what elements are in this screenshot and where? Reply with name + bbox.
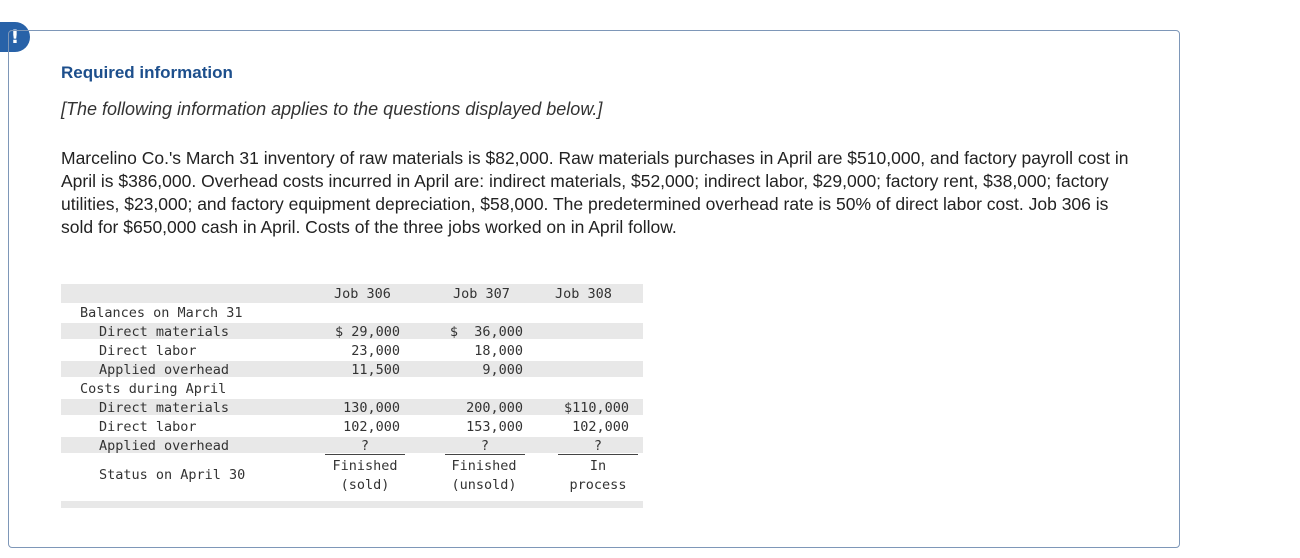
total-underline [325, 454, 405, 455]
section-label-costs: Costs during April [80, 381, 227, 397]
cell-value: $110,000 [563, 400, 629, 416]
status-line: process [569, 477, 627, 493]
problem-paragraph: Marcelino Co.'s March 31 inventory of raw materials is $82,000. Raw materials purchases in April are $510,000, and factory payroll cost in April is $386,000. Overhead costs incurred in April are: indirect materials, $52,000; indirect labor, $29,000; factory rent, $38,000; factory utilities, $23,000; and factory equipment depreciation, $58,000. The predetermined overhead rate is 50% of direct labor cost. Job 306 is sold for $650,000 cash in April. Costs of the three jobs worked on in April follow. [61, 148, 1129, 237]
cell-value: 9,000 [482, 362, 523, 378]
cell-value: 102,000 [343, 419, 400, 435]
cell-value: ? [480, 438, 490, 454]
cell-value: 11,500 [351, 362, 400, 378]
status-line: Finished [332, 458, 398, 474]
row-label: Direct labor [99, 343, 197, 359]
cell-value: $ 29,000 [334, 324, 400, 340]
cell-value: $ 36,000 [449, 324, 523, 340]
column-header-job-306: Job 306 [334, 286, 391, 302]
cell-value: 23,000 [351, 343, 400, 359]
info-subheading: [The following information applies to the questions displayed below.] [61, 99, 603, 119]
status-line: Finished [451, 458, 517, 474]
section-label-balances: Balances on March 31 [80, 305, 243, 321]
footer-band [61, 501, 643, 508]
status-line: (unsold) [451, 477, 517, 493]
row-label: Applied overhead [99, 438, 230, 454]
cell-value: 153,000 [466, 419, 523, 435]
cell-value: 18,000 [474, 343, 523, 359]
cell-value: 130,000 [343, 400, 400, 416]
cell-value: ? [360, 438, 370, 454]
required-info-heading: Required information [61, 63, 233, 82]
section-label-status: Status on April 30 [99, 467, 246, 483]
row-label: Direct materials [99, 324, 230, 340]
column-header-job-307: Job 307 [453, 286, 510, 302]
total-underline [445, 454, 525, 455]
cell-value: ? [593, 438, 603, 454]
cell-value: 200,000 [466, 400, 523, 416]
row-label: Applied overhead [99, 362, 230, 378]
column-header-job-308: Job 308 [555, 286, 612, 302]
cell-value: 102,000 [572, 419, 629, 435]
status-line: In [589, 458, 607, 474]
total-underline [558, 454, 638, 455]
exclamation-icon: ! [0, 22, 30, 52]
status-line: (sold) [340, 477, 390, 493]
row-label: Direct labor [99, 419, 197, 435]
job-cost-table [61, 284, 643, 508]
row-label: Direct materials [99, 400, 230, 416]
